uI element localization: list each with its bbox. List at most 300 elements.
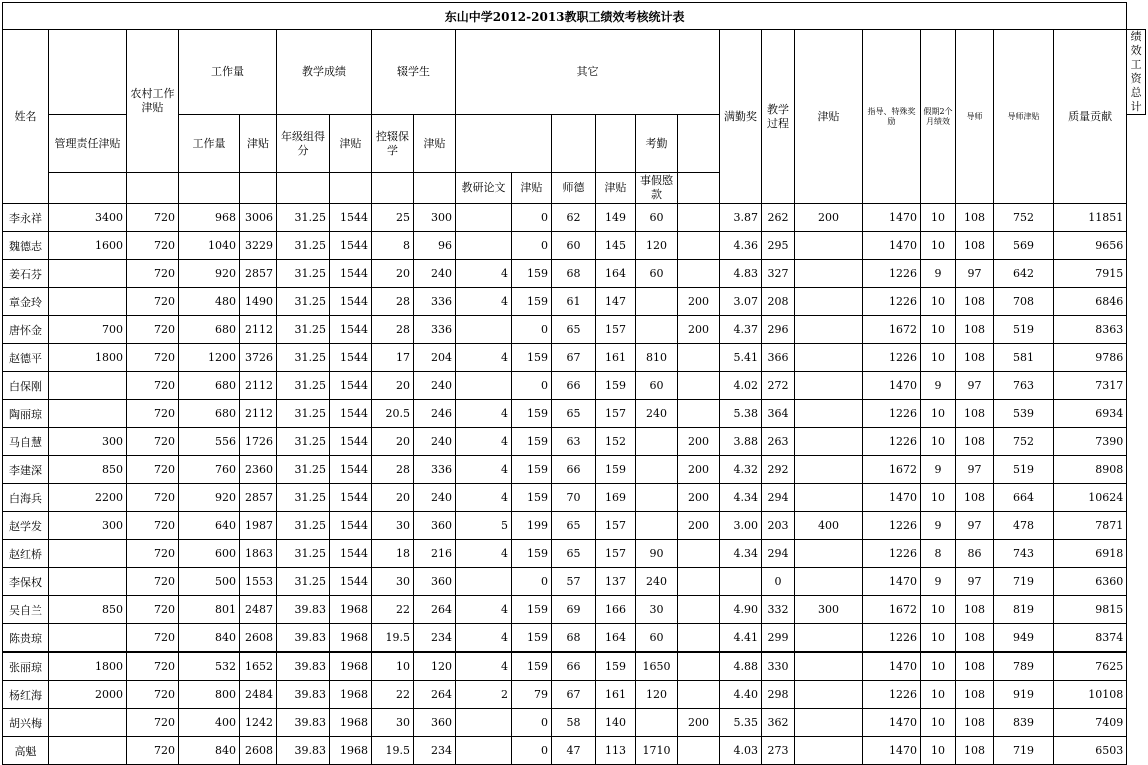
cell-guide xyxy=(795,540,863,568)
header-blank-c9 xyxy=(414,173,456,204)
header-blank-other-c xyxy=(596,115,636,173)
cell-gs: 31.25 xyxy=(277,484,330,512)
cell-wla: 2484 xyxy=(240,681,277,709)
cell-proca: 332 xyxy=(762,596,795,624)
cell-mgmt xyxy=(49,540,127,568)
table-row xyxy=(3,428,1146,456)
cell-wla: 1242 xyxy=(240,709,277,737)
cell-mentor: 9 xyxy=(921,456,956,484)
cell-cd: 28 xyxy=(372,288,414,316)
cell-cd: 20 xyxy=(372,372,414,400)
cell-att xyxy=(636,316,678,344)
cell-wl: 500 xyxy=(179,568,240,596)
cell-rural: 720 xyxy=(127,344,179,372)
cell-rural: 720 xyxy=(127,568,179,596)
cell-eth: 60 xyxy=(552,232,596,260)
cell-proc: 4.34 xyxy=(720,540,762,568)
cell-gs: 39.83 xyxy=(277,737,330,765)
cell-proc: 4.32 xyxy=(720,456,762,484)
cell-gsa: 1544 xyxy=(330,540,372,568)
cell-total: 9815 xyxy=(1054,596,1127,624)
cell-wl: 640 xyxy=(179,512,240,540)
cell-mentor: 10 xyxy=(921,288,956,316)
cell-paper: 4 xyxy=(456,624,512,653)
cell-eth: 69 xyxy=(552,596,596,624)
cell-summer: 1226 xyxy=(863,344,921,372)
cell-gsa: 1968 xyxy=(330,624,372,653)
cell-full: 200 xyxy=(678,709,720,737)
cell-cd: 19.5 xyxy=(372,737,414,765)
header-summer: 假期2个月绩效 xyxy=(921,30,956,204)
cell-menta: 108 xyxy=(956,652,994,681)
cell-paper xyxy=(456,372,512,400)
cell-menta: 108 xyxy=(956,709,994,737)
cell-guide xyxy=(795,681,863,709)
cell-qual: 752 xyxy=(994,428,1054,456)
cell-gs: 31.25 xyxy=(277,204,330,232)
cell-cd: 19.5 xyxy=(372,624,414,653)
cell-summer: 1672 xyxy=(863,316,921,344)
cell-total: 8363 xyxy=(1054,316,1127,344)
cell-cda: 240 xyxy=(414,484,456,512)
cell-guide xyxy=(795,652,863,681)
cell-rural: 720 xyxy=(127,624,179,653)
cell-total: 6918 xyxy=(1054,540,1127,568)
cell-wl: 920 xyxy=(179,484,240,512)
cell-gsa: 1544 xyxy=(330,260,372,288)
header-ethics-allowance: 津贴 xyxy=(596,173,636,204)
cell-cda: 360 xyxy=(414,568,456,596)
cell-cda: 204 xyxy=(414,344,456,372)
table-row xyxy=(3,204,1146,232)
table-row xyxy=(3,652,1146,681)
cell-total: 11851 xyxy=(1054,204,1127,232)
cell-cda: 336 xyxy=(414,456,456,484)
header-blank-c7 xyxy=(330,173,372,204)
cell-qual: 743 xyxy=(994,540,1054,568)
cell-cd: 28 xyxy=(372,456,414,484)
cell-name: 李永祥 xyxy=(3,204,49,232)
header-grade-score: 年级组得分 xyxy=(277,115,330,173)
header-paper-allowance: 津贴 xyxy=(512,173,552,204)
cell-proca: 362 xyxy=(762,709,795,737)
cell-name: 赵学发 xyxy=(3,512,49,540)
cell-etha: 157 xyxy=(596,400,636,428)
cell-name: 马自慧 xyxy=(3,428,49,456)
cell-qual: 478 xyxy=(994,512,1054,540)
cell-gs: 39.83 xyxy=(277,596,330,624)
table-row xyxy=(3,260,1146,288)
cell-eth: 65 xyxy=(552,540,596,568)
cell-etha: 157 xyxy=(596,540,636,568)
cell-proca: 292 xyxy=(762,456,795,484)
cell-rural: 720 xyxy=(127,372,179,400)
cell-gsa: 1544 xyxy=(330,512,372,540)
cell-proca: 272 xyxy=(762,372,795,400)
cell-cda: 240 xyxy=(414,260,456,288)
cell-rural: 720 xyxy=(127,232,179,260)
cell-total: 6934 xyxy=(1054,400,1127,428)
cell-name: 姜石芬 xyxy=(3,260,49,288)
cell-qual: 949 xyxy=(994,624,1054,653)
table-row xyxy=(3,344,1146,372)
cell-eth: 58 xyxy=(552,709,596,737)
cell-name: 陈贵琼 xyxy=(3,624,49,653)
cell-mentor: 10 xyxy=(921,681,956,709)
cell-wla: 3229 xyxy=(240,232,277,260)
cell-pa: 159 xyxy=(512,624,552,653)
header-name: 姓名 xyxy=(3,30,49,204)
cell-gsa: 1544 xyxy=(330,400,372,428)
cell-name: 赵红桥 xyxy=(3,540,49,568)
cell-mentor: 10 xyxy=(921,344,956,372)
cell-pa: 0 xyxy=(512,204,552,232)
cell-wla: 1863 xyxy=(240,540,277,568)
cell-att: 90 xyxy=(636,540,678,568)
cell-paper xyxy=(456,232,512,260)
header-quality: 质量贡献 xyxy=(1054,30,1127,204)
cell-gsa: 1968 xyxy=(330,652,372,681)
cell-mentor: 10 xyxy=(921,709,956,737)
cell-menta: 108 xyxy=(956,400,994,428)
cell-mgmt xyxy=(49,737,127,765)
cell-wl: 800 xyxy=(179,681,240,709)
cell-full xyxy=(678,400,720,428)
cell-mentor: 10 xyxy=(921,652,956,681)
cell-qual: 519 xyxy=(994,316,1054,344)
cell-summer: 1470 xyxy=(863,652,921,681)
cell-cda: 360 xyxy=(414,709,456,737)
cell-mgmt: 1600 xyxy=(49,232,127,260)
cell-att: 1650 xyxy=(636,652,678,681)
cell-att xyxy=(636,484,678,512)
cell-total: 7317 xyxy=(1054,372,1127,400)
cell-att: 30 xyxy=(636,596,678,624)
cell-summer: 1672 xyxy=(863,456,921,484)
cell-etha: 164 xyxy=(596,260,636,288)
cell-wl: 400 xyxy=(179,709,240,737)
cell-cda: 240 xyxy=(414,428,456,456)
cell-proc: 3.87 xyxy=(720,204,762,232)
cell-mgmt: 300 xyxy=(49,512,127,540)
table-row xyxy=(3,400,1146,428)
cell-wla: 2112 xyxy=(240,316,277,344)
cell-proca: 263 xyxy=(762,428,795,456)
header-dropout-allowance: 津贴 xyxy=(414,115,456,173)
cell-guide xyxy=(795,316,863,344)
cell-total: 9786 xyxy=(1054,344,1127,372)
cell-cda: 240 xyxy=(414,372,456,400)
cell-paper: 4 xyxy=(456,596,512,624)
cell-gs: 31.25 xyxy=(277,456,330,484)
cell-rural: 720 xyxy=(127,204,179,232)
cell-att xyxy=(636,456,678,484)
cell-name: 陶丽琼 xyxy=(3,400,49,428)
header-blank-c4 xyxy=(179,173,240,204)
cell-mentor: 10 xyxy=(921,400,956,428)
cell-qual: 519 xyxy=(994,456,1054,484)
cell-menta: 108 xyxy=(956,344,994,372)
cell-att: 810 xyxy=(636,344,678,372)
cell-eth: 47 xyxy=(552,737,596,765)
cell-mgmt: 700 xyxy=(49,316,127,344)
cell-summer: 1226 xyxy=(863,512,921,540)
cell-proca: 296 xyxy=(762,316,795,344)
header-ethics: 师德 xyxy=(552,173,596,204)
cell-guide xyxy=(795,288,863,316)
cell-wl: 840 xyxy=(179,624,240,653)
cell-gsa: 1544 xyxy=(330,204,372,232)
header-rural: 农村工作津贴 xyxy=(127,30,179,173)
cell-cda: 234 xyxy=(414,624,456,653)
cell-eth: 65 xyxy=(552,512,596,540)
header-leave-deduction: 事假愍款 xyxy=(636,173,678,204)
cell-wl: 968 xyxy=(179,204,240,232)
cell-name: 章金玲 xyxy=(3,288,49,316)
cell-guide xyxy=(795,232,863,260)
cell-eth: 65 xyxy=(552,400,596,428)
cell-wla: 1490 xyxy=(240,288,277,316)
cell-etha: 159 xyxy=(596,372,636,400)
cell-proca: 330 xyxy=(762,652,795,681)
cell-qual: 581 xyxy=(994,344,1054,372)
cell-menta: 108 xyxy=(956,428,994,456)
cell-paper: 4 xyxy=(456,400,512,428)
cell-gsa: 1544 xyxy=(330,372,372,400)
cell-wl: 920 xyxy=(179,260,240,288)
cell-menta: 108 xyxy=(956,204,994,232)
cell-proc: 4.34 xyxy=(720,484,762,512)
cell-mgmt xyxy=(49,288,127,316)
cell-qual: 539 xyxy=(994,400,1054,428)
table-row xyxy=(3,540,1146,568)
cell-eth: 70 xyxy=(552,484,596,512)
cell-gsa: 1544 xyxy=(330,456,372,484)
cell-full xyxy=(678,681,720,709)
cell-proca: 273 xyxy=(762,737,795,765)
cell-mgmt: 1800 xyxy=(49,344,127,372)
cell-summer: 1672 xyxy=(863,596,921,624)
cell-paper: 4 xyxy=(456,540,512,568)
cell-qual: 839 xyxy=(994,709,1054,737)
table-row xyxy=(3,709,1146,737)
cell-pa: 0 xyxy=(512,232,552,260)
cell-cd: 20 xyxy=(372,428,414,456)
cell-rural: 720 xyxy=(127,428,179,456)
cell-guide xyxy=(795,400,863,428)
cell-eth: 66 xyxy=(552,372,596,400)
cell-wla: 2857 xyxy=(240,260,277,288)
cell-total: 9656 xyxy=(1054,232,1127,260)
cell-full: 200 xyxy=(678,316,720,344)
cell-gsa: 1968 xyxy=(330,596,372,624)
cell-cd: 28 xyxy=(372,316,414,344)
cell-gs: 31.25 xyxy=(277,400,330,428)
cell-paper: 4 xyxy=(456,456,512,484)
cell-full: 200 xyxy=(678,512,720,540)
cell-paper: 5 xyxy=(456,512,512,540)
cell-wla: 1726 xyxy=(240,428,277,456)
cell-cda: 264 xyxy=(414,681,456,709)
cell-cda: 120 xyxy=(414,652,456,681)
cell-etha: 159 xyxy=(596,652,636,681)
cell-eth: 67 xyxy=(552,344,596,372)
cell-gs: 31.25 xyxy=(277,540,330,568)
cell-rural: 720 xyxy=(127,456,179,484)
cell-guide: 400 xyxy=(795,512,863,540)
header-attendance: 考勤 xyxy=(636,115,678,173)
cell-proca: 327 xyxy=(762,260,795,288)
cell-name: 胡兴梅 xyxy=(3,709,49,737)
cell-wl: 680 xyxy=(179,400,240,428)
cell-total: 8374 xyxy=(1054,624,1127,653)
cell-proc: 4.03 xyxy=(720,737,762,765)
cell-full xyxy=(678,540,720,568)
cell-mentor: 10 xyxy=(921,624,956,653)
cell-summer: 1470 xyxy=(863,709,921,737)
cell-pa: 199 xyxy=(512,512,552,540)
table-row xyxy=(3,512,1146,540)
header-blank-other-b xyxy=(552,115,596,173)
cell-paper xyxy=(456,316,512,344)
cell-proc: 4.37 xyxy=(720,316,762,344)
cell-mgmt: 1800 xyxy=(49,652,127,681)
cell-pa: 159 xyxy=(512,484,552,512)
cell-rural: 720 xyxy=(127,709,179,737)
cell-gsa: 1544 xyxy=(330,568,372,596)
cell-gs: 39.83 xyxy=(277,681,330,709)
cell-summer: 1226 xyxy=(863,681,921,709)
header-blank-c3 xyxy=(127,173,179,204)
cell-qual: 763 xyxy=(994,372,1054,400)
cell-etha: 161 xyxy=(596,681,636,709)
cell-menta: 108 xyxy=(956,596,994,624)
cell-cd: 30 xyxy=(372,568,414,596)
cell-guide xyxy=(795,372,863,400)
header-workload: 工作量 xyxy=(179,115,240,173)
cell-paper: 4 xyxy=(456,260,512,288)
cell-cda: 234 xyxy=(414,737,456,765)
table-row xyxy=(3,484,1146,512)
header-paper: 教研论文 xyxy=(456,173,512,204)
cell-qual: 752 xyxy=(994,204,1054,232)
cell-eth: 66 xyxy=(552,652,596,681)
cell-name: 赵德平 xyxy=(3,344,49,372)
cell-pa: 159 xyxy=(512,540,552,568)
cell-guide xyxy=(795,260,863,288)
header-control-dropout: 控辍保学 xyxy=(372,115,414,173)
header-dropout-group: 辍学生 xyxy=(372,30,456,115)
cell-etha: 169 xyxy=(596,484,636,512)
cell-guide xyxy=(795,428,863,456)
cell-proc: 4.02 xyxy=(720,372,762,400)
cell-mgmt xyxy=(49,400,127,428)
header-blank-c5 xyxy=(240,173,277,204)
cell-full xyxy=(678,652,720,681)
cell-wl: 1200 xyxy=(179,344,240,372)
cell-guide xyxy=(795,568,863,596)
cell-gsa: 1968 xyxy=(330,681,372,709)
cell-etha: 113 xyxy=(596,737,636,765)
cell-gsa: 1968 xyxy=(330,709,372,737)
table-row xyxy=(3,456,1146,484)
cell-qual: 789 xyxy=(994,652,1054,681)
cell-proc: 4.41 xyxy=(720,624,762,653)
cell-name: 白保刚 xyxy=(3,372,49,400)
header-workload-group: 工作量 xyxy=(179,30,277,115)
header-blank-total xyxy=(678,115,720,173)
cell-mgmt xyxy=(49,709,127,737)
cell-pa: 159 xyxy=(512,428,552,456)
cell-total: 7409 xyxy=(1054,709,1127,737)
cell-mgmt: 850 xyxy=(49,596,127,624)
cell-summer: 1470 xyxy=(863,484,921,512)
cell-proc: 5.41 xyxy=(720,344,762,372)
cell-gs: 31.25 xyxy=(277,568,330,596)
cell-paper: 4 xyxy=(456,428,512,456)
cell-cd: 8 xyxy=(372,232,414,260)
cell-att: 60 xyxy=(636,372,678,400)
cell-proc: 4.88 xyxy=(720,652,762,681)
cell-total: 7915 xyxy=(1054,260,1127,288)
cell-name: 唐怀金 xyxy=(3,316,49,344)
cell-wl: 760 xyxy=(179,456,240,484)
header-blank-other-a xyxy=(456,115,552,173)
cell-menta: 97 xyxy=(956,512,994,540)
cell-rural: 720 xyxy=(127,737,179,765)
cell-att: 1710 xyxy=(636,737,678,765)
cell-paper: 4 xyxy=(456,484,512,512)
cell-att: 60 xyxy=(636,624,678,653)
cell-cda: 216 xyxy=(414,540,456,568)
cell-att: 240 xyxy=(636,568,678,596)
cell-wla: 2487 xyxy=(240,596,277,624)
cell-proc: 4.90 xyxy=(720,596,762,624)
cell-wla: 3726 xyxy=(240,344,277,372)
cell-mgmt xyxy=(49,260,127,288)
table-row xyxy=(3,681,1146,709)
cell-wla: 1652 xyxy=(240,652,277,681)
cell-full xyxy=(678,596,720,624)
cell-rural: 720 xyxy=(127,652,179,681)
cell-proc xyxy=(720,568,762,596)
cell-mgmt: 300 xyxy=(49,428,127,456)
cell-mgmt xyxy=(49,568,127,596)
table-row xyxy=(3,288,1146,316)
cell-mentor: 9 xyxy=(921,260,956,288)
header-blank-c2 xyxy=(49,173,127,204)
header-mentor: 导师 xyxy=(956,30,994,204)
cell-etha: 147 xyxy=(596,288,636,316)
cell-menta: 97 xyxy=(956,372,994,400)
cell-att xyxy=(636,288,678,316)
cell-eth: 57 xyxy=(552,568,596,596)
cell-proca: 208 xyxy=(762,288,795,316)
cell-att xyxy=(636,709,678,737)
cell-cda: 336 xyxy=(414,316,456,344)
cell-proca: 294 xyxy=(762,484,795,512)
cell-cd: 30 xyxy=(372,512,414,540)
table-row xyxy=(3,737,1146,765)
cell-qual: 819 xyxy=(994,596,1054,624)
cell-summer: 1470 xyxy=(863,204,921,232)
cell-gs: 31.25 xyxy=(277,232,330,260)
cell-gs: 39.83 xyxy=(277,624,330,653)
cell-proca: 0 xyxy=(762,568,795,596)
cell-full xyxy=(678,372,720,400)
cell-eth: 65 xyxy=(552,316,596,344)
cell-proc: 3.88 xyxy=(720,428,762,456)
